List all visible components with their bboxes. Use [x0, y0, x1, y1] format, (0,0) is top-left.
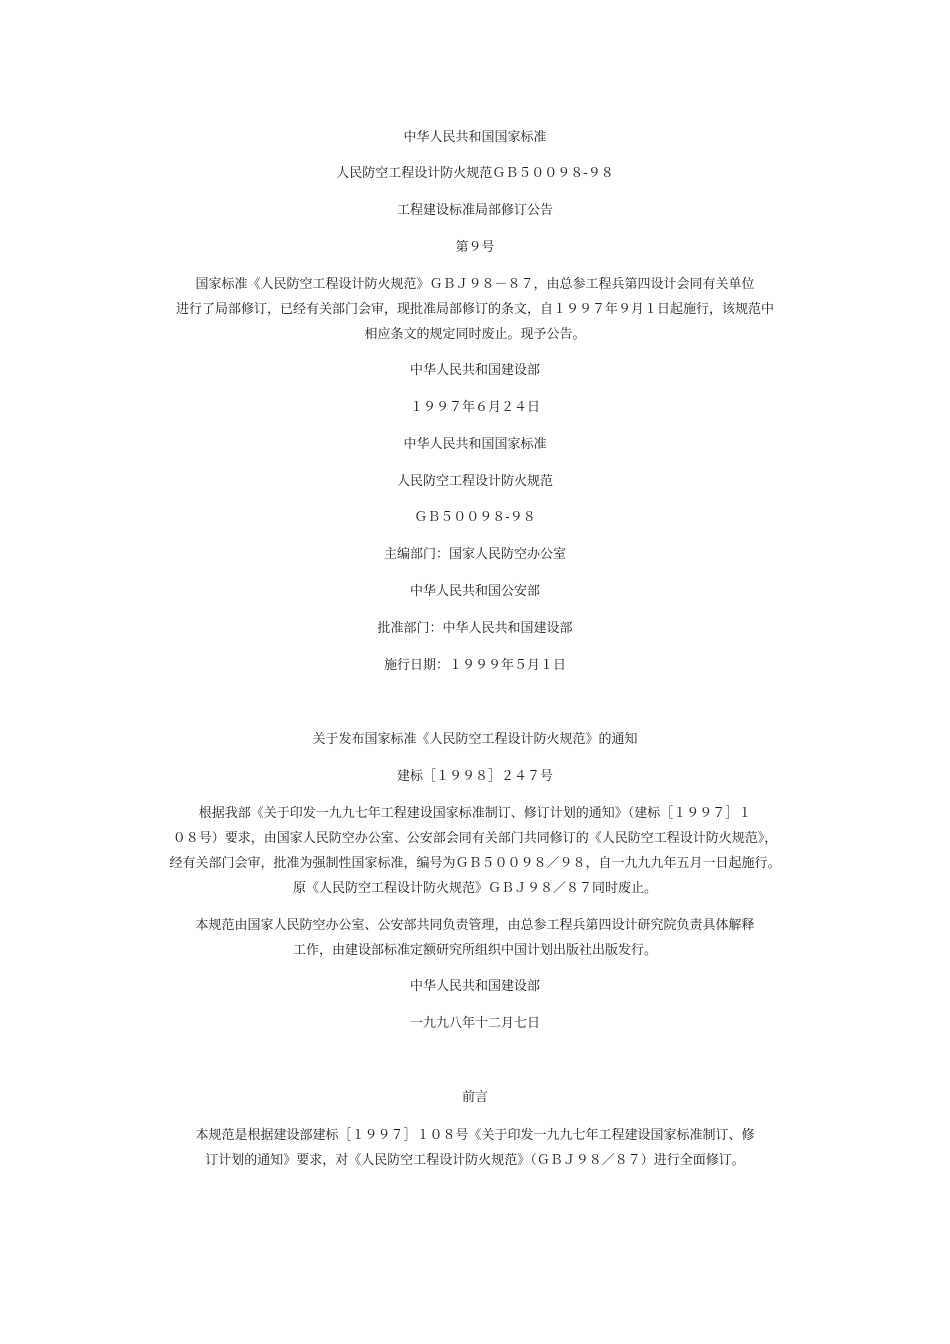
cover-co-editor: 中华人民共和国公安部 [409, 584, 540, 599]
publish-notice-para2 [150, 913, 800, 963]
notice-body [150, 272, 800, 347]
para-line: 根据我部《关于印发一九九七年工程建设国家标准制订、修订计划的通知》（建标［１９９７］１ [198, 806, 752, 821]
publish-notice-number: 建标［１９９８］２４７号 [396, 769, 553, 784]
notice-date: １９９７年６月２４日 [409, 400, 540, 415]
notice-issuer: 中华人民共和国建设部 [409, 363, 540, 378]
foreword-para [150, 1123, 800, 1173]
cover-editor: 主编部门：国家人民防空办公室 [383, 547, 566, 562]
para-line: 原《人民防空工程设计防火规范》ＧＢＪ９８／８７同时废止。 [292, 881, 657, 896]
standard-country-heading: 中华人民共和国国家标准 [403, 130, 547, 145]
notice-title: 工程建设标准局部修订公告 [396, 203, 553, 218]
para-line: 本规范由国家人民防空办公室、公安部共同负责管理，由总参工程兵第四设计研究院负责具体解释 [195, 918, 755, 933]
cover-standard-country: 中华人民共和国国家标准 [403, 437, 547, 452]
cover-approver: 批准部门：中华人民共和国建设部 [377, 621, 573, 636]
code-title: 人民防空工程设计防火规范ＧＢ５００９８-９８ [336, 166, 614, 181]
publish-notice-para1 [135, 801, 815, 901]
notice-number: 第９号 [455, 240, 495, 255]
para-line: 工作，由建设部标准定额研究所组织中国计划出版社出版发行。 [292, 943, 657, 958]
cover-effective-date: 施行日期：１９９９年５月１日 [383, 658, 566, 673]
cover-title: 人民防空工程设计防火规范 [396, 474, 553, 489]
notice-body-line: 进行了局部修订，已经有关部门会审，现批准局部修订的条文，自１９９７年９月１日起施行，该规范中 [175, 302, 774, 317]
foreword-title: 前言 [461, 1090, 488, 1105]
para-line: 经有关部门会审，批准为强制性国家标准，编号为ＧＢ５００９８／９８，自一九九九年五月一日起施行。 [169, 856, 781, 871]
publish-notice-issuer: 中华人民共和国建设部 [409, 979, 540, 994]
publish-notice-date: 一九九八年十二月七日 [409, 1016, 540, 1031]
para-line: 订计划的通知》要求，对《人民防空工程设计防火规范》（ＧＢＪ９８／８７）进行全面修订。 [205, 1153, 745, 1168]
notice-body-line: 国家标准《人民防空工程设计防火规范》ＧＢＪ９８－８７，由总参工程兵第四设计会同有关单位 [195, 277, 755, 292]
publish-notice-title: 关于发布国家标准《人民防空工程设计防火规范》的通知 [312, 732, 638, 747]
para-line: 本规范是根据建设部建标［１９９７］１０８号《关于印发一九九七年工程建设国家标准制订、修 [195, 1128, 755, 1143]
notice-body-line: 相应条文的规定同时废止。现予公告。 [364, 327, 586, 342]
para-line: ０８号）要求，由国家人民防空办公室、公安部会同有关部门共同修订的《人民防空工程设计防火规范》， [172, 831, 778, 846]
cover-code: ＧＢ５００９８-９８ [414, 510, 536, 525]
